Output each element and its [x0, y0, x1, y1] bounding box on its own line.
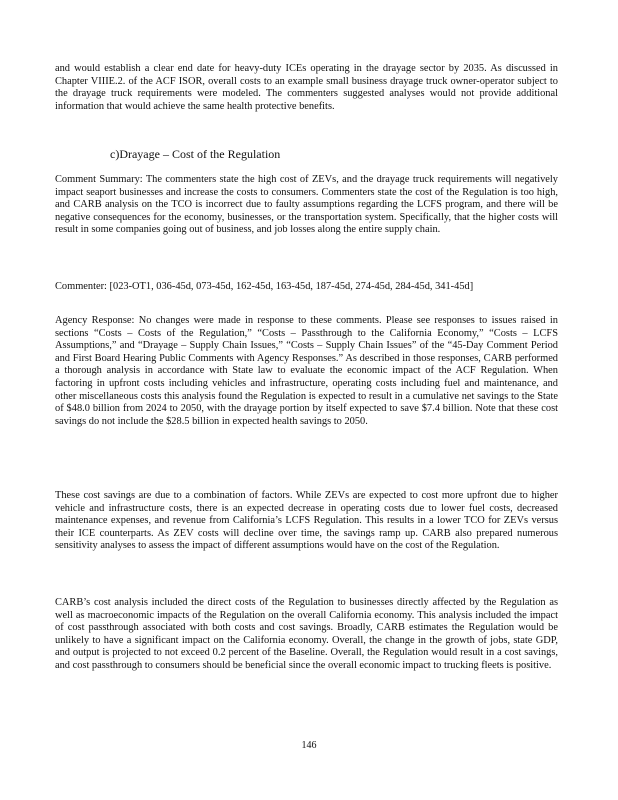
page-number: 146	[301, 740, 317, 751]
section-heading: c)Drayage – Cost of the Regulation	[110, 147, 281, 161]
cost-savings-paragraph: These cost savings are due to a combination of factors. While ZEVs are expected to cost more upfront due to higher vehicle and infrastructure costs, there is an expected decrease in operating costs due to lower fuel costs, decreased maintenance expenses, and revenue from California’s LCFS Regulation. This results in a lower TCO for ZEVs versus their ICE counterparts. As ZEV costs will decline over time, the savings ramp up. CARB also prepared numerous sensitivity analyses to assess the impact of different assumptions would have on the cost of the Regulation.	[55, 490, 558, 552]
agency-response-paragraph: Agency Response: No changes were made in response to these comments. Please see responses to issues raised in sections “Costs – Costs of the Regulation,” “Costs – Passthrough to the California Economy,” “Costs – LCFS Assumptions,” and “Drayage – Supply Chain Issues,” “Costs – Supply Chain Issues” of the “45-Day Comment Period and First Board Hearing Public Comments with Agency Responses.” As described in those responses, CARB performed a thorough analysis in accordance with State law to evaluate the economic impact of the ACF Regulation. When factoring in upfront costs including vehicles and infrastructure, operating costs including fuel and maintenance, and other miscellaneous costs this analysis found the Regulation is expected to result in a cumulative net savings to the State of $48.0 billion from 2024 to 2050, with the drayage portion by itself expected to save $7.4 billion. Note that these cost savings do not include the $28.5 billion in expected health savings to 2050.	[55, 315, 558, 427]
intro-paragraph: and would establish a clear end date for heavy-duty ICEs operating in the drayage sector by 2035. As discussed in Chapter VIIIE.2. of the ACF ISOR, overall costs to an example small business drayage truck owner-operator subject to the drayage truck requirements were modeled. The commenters suggested analyses would not provide additional information that would achieve the same health protective benefits.	[55, 63, 558, 112]
carb-analysis-paragraph: CARB’s cost analysis included the direct costs of the Regulation to businesses directly affected by the Regulation as well as macroeconomic impacts of the Regulation on the overall California economy. This analysis included the impact of cost passthrough associated with both costs and cost savings. Broadly, CARB estimates the Regulation would be unlikely to have a significant impact on the California economy. Overall, the change in the growth of jobs, state GDP, and output is projected to not exceed 0.2 percent of the Baseline. Overall, the Regulation would result in a cost savings, and cost passthrough to consumers should be beneficial since the overall economic impact to trucking fleets is positive.	[55, 597, 558, 671]
commenter-list: Commenter: [023-OT1, 036-45d, 073-45d, 162-45d, 163-45d, 187-45d, 274-45d, 284-45d, 341-45d]	[55, 281, 474, 292]
comment-summary-paragraph: Comment Summary: The commenters state the high cost of ZEVs, and the drayage truck requirements will negatively impact seaport businesses and increase the costs to consumers. Commenters state the cost of the Regulation is too high, and CARB analysis on the TCO is incorrect due to faulty assumptions regarding the LCFS program, and there will be negative consequences for the economy, businesses, or the transportation system. Specifically, that the higher costs will result in some companies going out of business, and job losses along the entire supply chain.	[55, 174, 558, 236]
